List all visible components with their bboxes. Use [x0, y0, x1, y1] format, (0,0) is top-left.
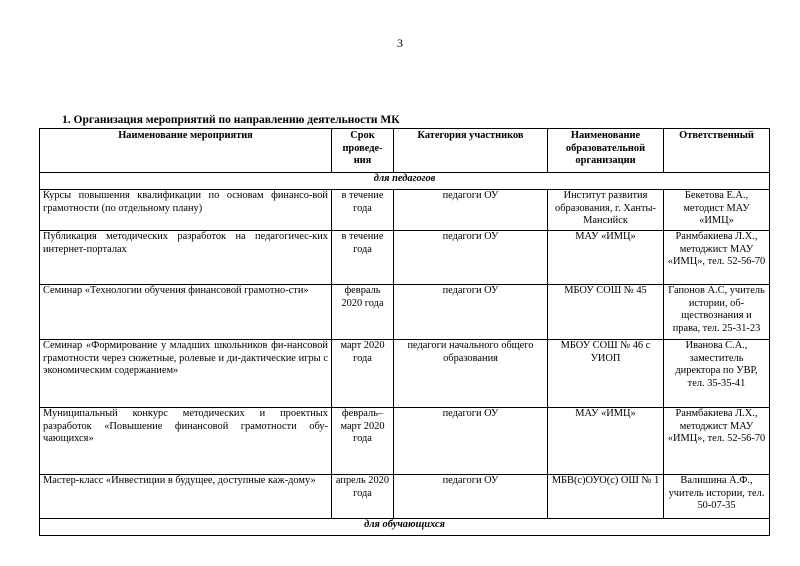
table-row [40, 475, 770, 519]
page-number: 3 [397, 36, 403, 50]
cell-category: педагоги ОУ [394, 475, 548, 519]
header-responsible: Ответственный [664, 129, 770, 173]
cell-organization: МАУ «ИМЦ» [548, 231, 664, 285]
cell-term: апрель 2020 года [332, 475, 394, 519]
cell-category: педагоги ОУ [394, 408, 548, 475]
cell-term: в течение года [332, 190, 394, 231]
group-row-teachers [40, 173, 770, 190]
cell-responsible: Иванова С.А., заместитель директора по УВР, тел. 35-35-41 [664, 340, 770, 408]
group-row-students [40, 519, 770, 536]
group-label-teachers: для педагогов [40, 173, 770, 190]
group-label-students: для обучающихся [40, 519, 770, 536]
cell-category: педагоги ОУ [394, 285, 548, 340]
table-row [40, 231, 770, 285]
cell-organization: МБОУ СОШ № 46 с УИОП [548, 340, 664, 408]
cell-term: февраль 2020 года [332, 285, 394, 340]
header-term: Срок проведе-ния [332, 129, 394, 173]
cell-term: февраль–март 2020 года [332, 408, 394, 475]
cell-name: Семинар «Формирование у младших школьников фи-нансовой грамотности через сюжетные, ролевые и ди-дактические игры с экономическим содержанием» [40, 340, 332, 408]
table-row [40, 408, 770, 475]
table-row [40, 190, 770, 231]
cell-organization: Институт развития образования, г. Ханты-Мансийск [548, 190, 664, 231]
cell-name: Курсы повышения квалификации по основам финансо-вой грамотности (по отдельному плану) [40, 190, 332, 231]
events-table [39, 128, 770, 536]
cell-name: Семинар «Технологии обучения финансовой грамотно-сти» [40, 285, 332, 340]
table-header-row [40, 129, 770, 173]
header-organization: Наименование образовательной организации [548, 129, 664, 173]
cell-name: Муниципальный конкурс методических и проектных разработок «Повышение финансовой грамотности обу-чающихся» [40, 408, 332, 475]
cell-category: педагоги начального общего образования [394, 340, 548, 408]
cell-organization: МАУ «ИМЦ» [548, 408, 664, 475]
cell-responsible: Ранмбакиева Л.Х., методжист МАУ «ИМЦ», тел. 52-56-70 [664, 231, 770, 285]
header-name: Наименование мероприятия [40, 129, 332, 173]
cell-responsible: Валишина А.Ф., учитель истории, тел. 50-07-35 [664, 475, 770, 519]
cell-category: педагоги ОУ [394, 231, 548, 285]
cell-responsible: Гапонов А.С, учитель истории, об-ществознания и права, тел. 25-31-23 [664, 285, 770, 340]
cell-responsible: Бекетова Е.А., методист МАУ «ИМЦ» [664, 190, 770, 231]
cell-term: в течение года [332, 231, 394, 285]
header-category: Категория участников [394, 129, 548, 173]
cell-category: педагоги ОУ [394, 190, 548, 231]
section-title: 1. Организация мероприятий по направлению деятельности МК [62, 114, 400, 126]
cell-term: март 2020 года [332, 340, 394, 408]
cell-name: Публикация методических разработок на педагогичес-ких интернет-порталах [40, 231, 332, 285]
cell-name: Мастер-класс «Инвестиции в будущее, доступные каж-дому» [40, 475, 332, 519]
cell-responsible: Ранмбакиева Л.Х., методжист МАУ «ИМЦ», тел. 52-56-70 [664, 408, 770, 475]
cell-organization: МБВ(с)ОУО(с) ОШ № 1 [548, 475, 664, 519]
cell-organization: МБОУ СОШ № 45 [548, 285, 664, 340]
table-row [40, 285, 770, 340]
table-row [40, 340, 770, 408]
